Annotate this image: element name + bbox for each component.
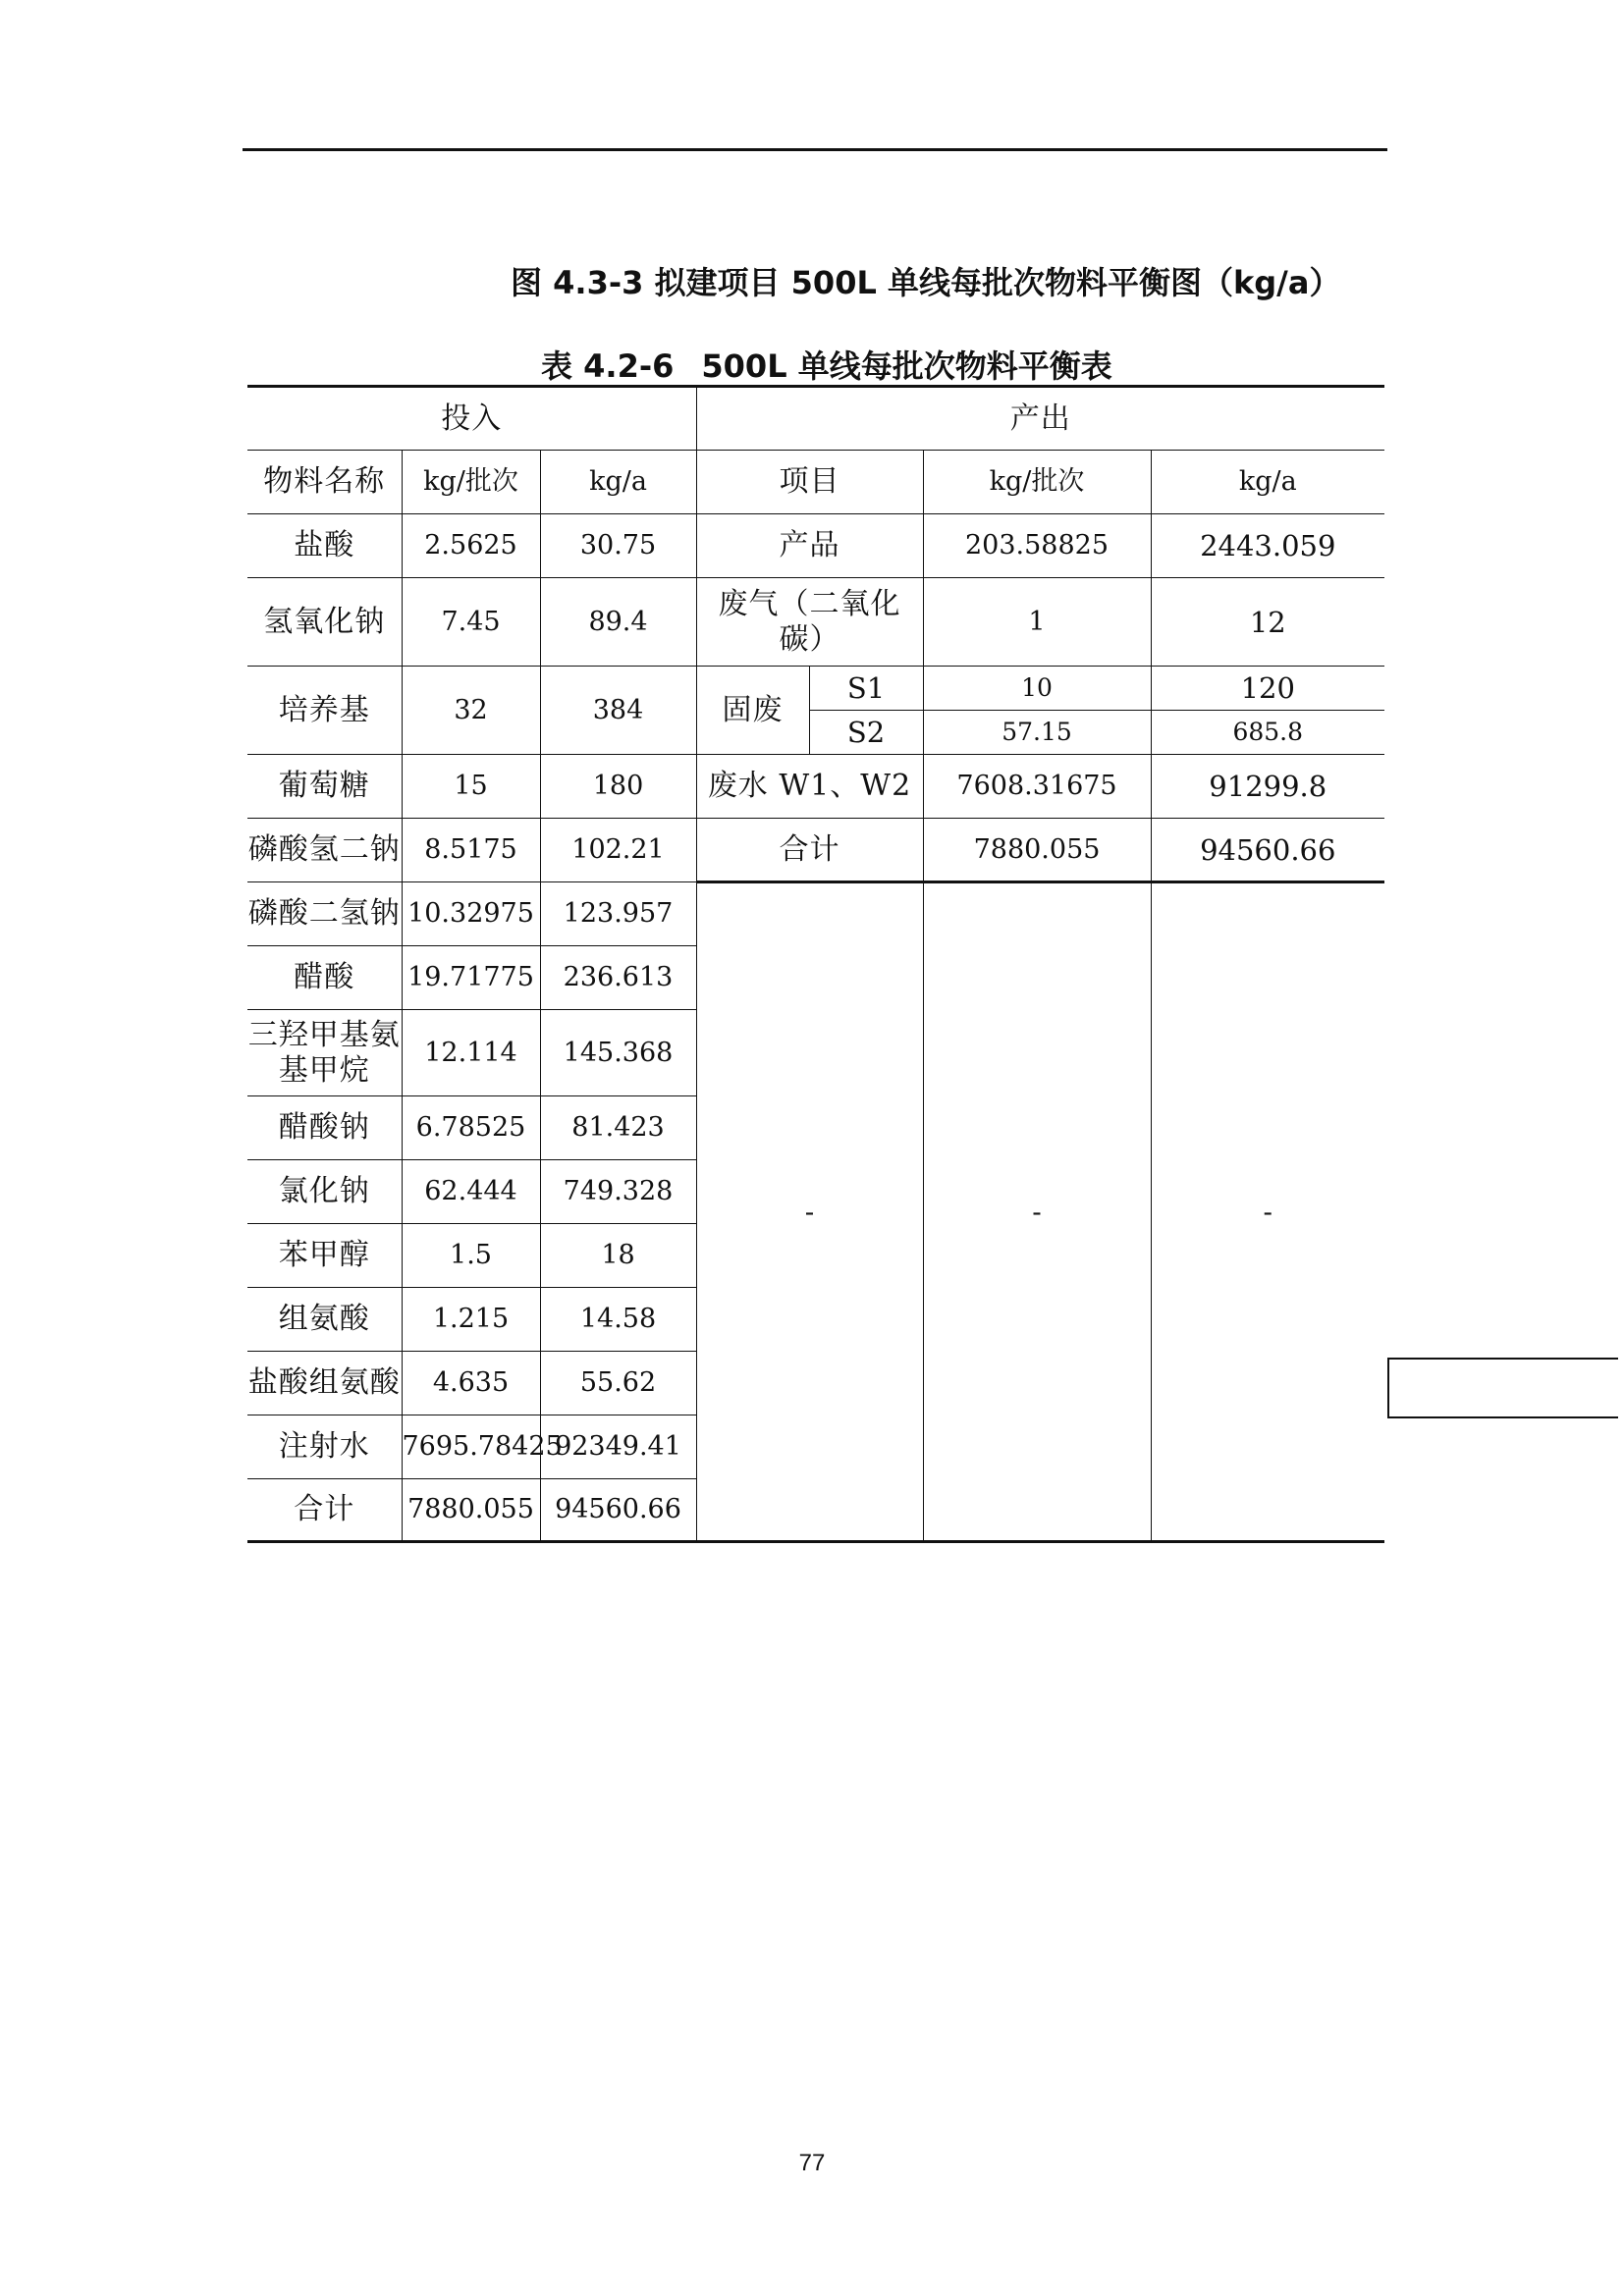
output-annual: 685.8 xyxy=(1151,711,1384,755)
solid-waste-item: S1 xyxy=(809,667,923,711)
output-name: 产品 xyxy=(696,514,923,578)
margin-box xyxy=(1387,1358,1618,1418)
input-annual: 81.423 xyxy=(540,1096,696,1160)
input-annual: 123.957 xyxy=(540,882,696,946)
input-annual: 55.62 xyxy=(540,1352,696,1415)
column-header-row xyxy=(247,451,1384,514)
output-name: 废水 W1、W2 xyxy=(696,755,923,819)
col-header-material: 物料名称 xyxy=(247,451,402,514)
input-name: 盐酸组氨酸 xyxy=(247,1352,402,1415)
material-balance-table xyxy=(247,385,1384,1543)
col-header-item: 项目 xyxy=(696,451,923,514)
table-number: 表 4.2-6 xyxy=(541,347,675,385)
input-annual: 89.4 xyxy=(540,578,696,667)
input-name: 葡萄糖 xyxy=(247,755,402,819)
table-caption xyxy=(541,342,1112,387)
output-group-header: 产出 xyxy=(696,387,1384,451)
output-total-annual: 94560.66 xyxy=(1151,819,1384,882)
output-annual: 12 xyxy=(1151,578,1384,667)
input-name: 氢氧化钠 xyxy=(247,578,402,667)
output-batch: 7608.31675 xyxy=(923,755,1151,819)
input-batch: 2.5625 xyxy=(402,514,540,578)
input-name: 注射水 xyxy=(247,1415,402,1479)
input-annual: 180 xyxy=(540,755,696,819)
col-header-input-batch: kg/批次 xyxy=(402,451,540,514)
input-batch: 12.114 xyxy=(402,1010,540,1096)
input-batch: 6.78525 xyxy=(402,1096,540,1160)
figure-caption: 图 4.3-3 拟建项目 500L 单线每批次物料平衡图（kg/a） xyxy=(511,264,1341,301)
input-batch: 19.71775 xyxy=(402,946,540,1010)
output-empty-cell: - xyxy=(923,882,1151,1542)
input-annual: 92349.41 xyxy=(540,1415,696,1479)
input-name: 组氨酸 xyxy=(247,1288,402,1352)
input-annual: 145.368 xyxy=(540,1010,696,1096)
input-name: 三羟甲基氨基甲烷 xyxy=(247,1010,402,1096)
input-name: 醋酸钠 xyxy=(247,1096,402,1160)
table-row xyxy=(247,819,1384,882)
input-group-header: 投入 xyxy=(247,387,696,451)
solid-waste-label: 固废 xyxy=(696,667,809,755)
input-batch: 7695.78425 xyxy=(402,1415,540,1479)
input-name: 醋酸 xyxy=(247,946,402,1010)
table-row xyxy=(247,667,1384,711)
input-annual: 18 xyxy=(540,1224,696,1288)
input-name: 盐酸 xyxy=(247,514,402,578)
input-total-batch: 7880.055 xyxy=(402,1479,540,1542)
input-annual: 236.613 xyxy=(540,946,696,1010)
output-total-batch: 7880.055 xyxy=(923,819,1151,882)
output-annual: 91299.8 xyxy=(1151,755,1384,819)
col-header-output-batch: kg/批次 xyxy=(923,451,1151,514)
table-row xyxy=(247,755,1384,819)
input-batch: 32 xyxy=(402,667,540,755)
output-batch: 1 xyxy=(923,578,1151,667)
output-batch: 10 xyxy=(923,667,1151,711)
table-row xyxy=(247,882,1384,946)
col-header-input-annual: kg/a xyxy=(540,451,696,514)
input-annual: 384 xyxy=(540,667,696,755)
input-name: 氯化钠 xyxy=(247,1160,402,1224)
output-name: 废气（二氧化碳） xyxy=(696,578,923,667)
output-annual: 120 xyxy=(1151,667,1384,711)
table-row xyxy=(247,514,1384,578)
output-empty-cell: - xyxy=(1151,882,1384,1542)
input-annual: 30.75 xyxy=(540,514,696,578)
input-batch: 1.215 xyxy=(402,1288,540,1352)
input-name: 磷酸氢二钠 xyxy=(247,819,402,882)
output-empty-cell: - xyxy=(696,882,923,1542)
input-batch: 10.32975 xyxy=(402,882,540,946)
input-total-annual: 94560.66 xyxy=(540,1479,696,1542)
header-rule xyxy=(243,148,1387,151)
input-annual: 749.328 xyxy=(540,1160,696,1224)
page-number: 77 xyxy=(798,2150,826,2176)
output-batch: 203.58825 xyxy=(923,514,1151,578)
input-batch: 7.45 xyxy=(402,578,540,667)
output-total-name: 合计 xyxy=(696,819,923,882)
group-header-row xyxy=(247,387,1384,451)
input-annual: 102.21 xyxy=(540,819,696,882)
input-batch: 1.5 xyxy=(402,1224,540,1288)
col-header-output-annual: kg/a xyxy=(1151,451,1384,514)
input-total-name: 合计 xyxy=(247,1479,402,1542)
table-title: 500L 单线每批次物料平衡表 xyxy=(701,347,1112,385)
input-annual: 14.58 xyxy=(540,1288,696,1352)
input-name: 磷酸二氢钠 xyxy=(247,882,402,946)
input-batch: 8.5175 xyxy=(402,819,540,882)
input-batch: 4.635 xyxy=(402,1352,540,1415)
input-batch: 15 xyxy=(402,755,540,819)
solid-waste-item: S2 xyxy=(809,711,923,755)
output-annual: 2443.059 xyxy=(1151,514,1384,578)
input-name: 培养基 xyxy=(247,667,402,755)
input-batch: 62.444 xyxy=(402,1160,540,1224)
table-row xyxy=(247,578,1384,667)
input-name: 苯甲醇 xyxy=(247,1224,402,1288)
output-batch: 57.15 xyxy=(923,711,1151,755)
